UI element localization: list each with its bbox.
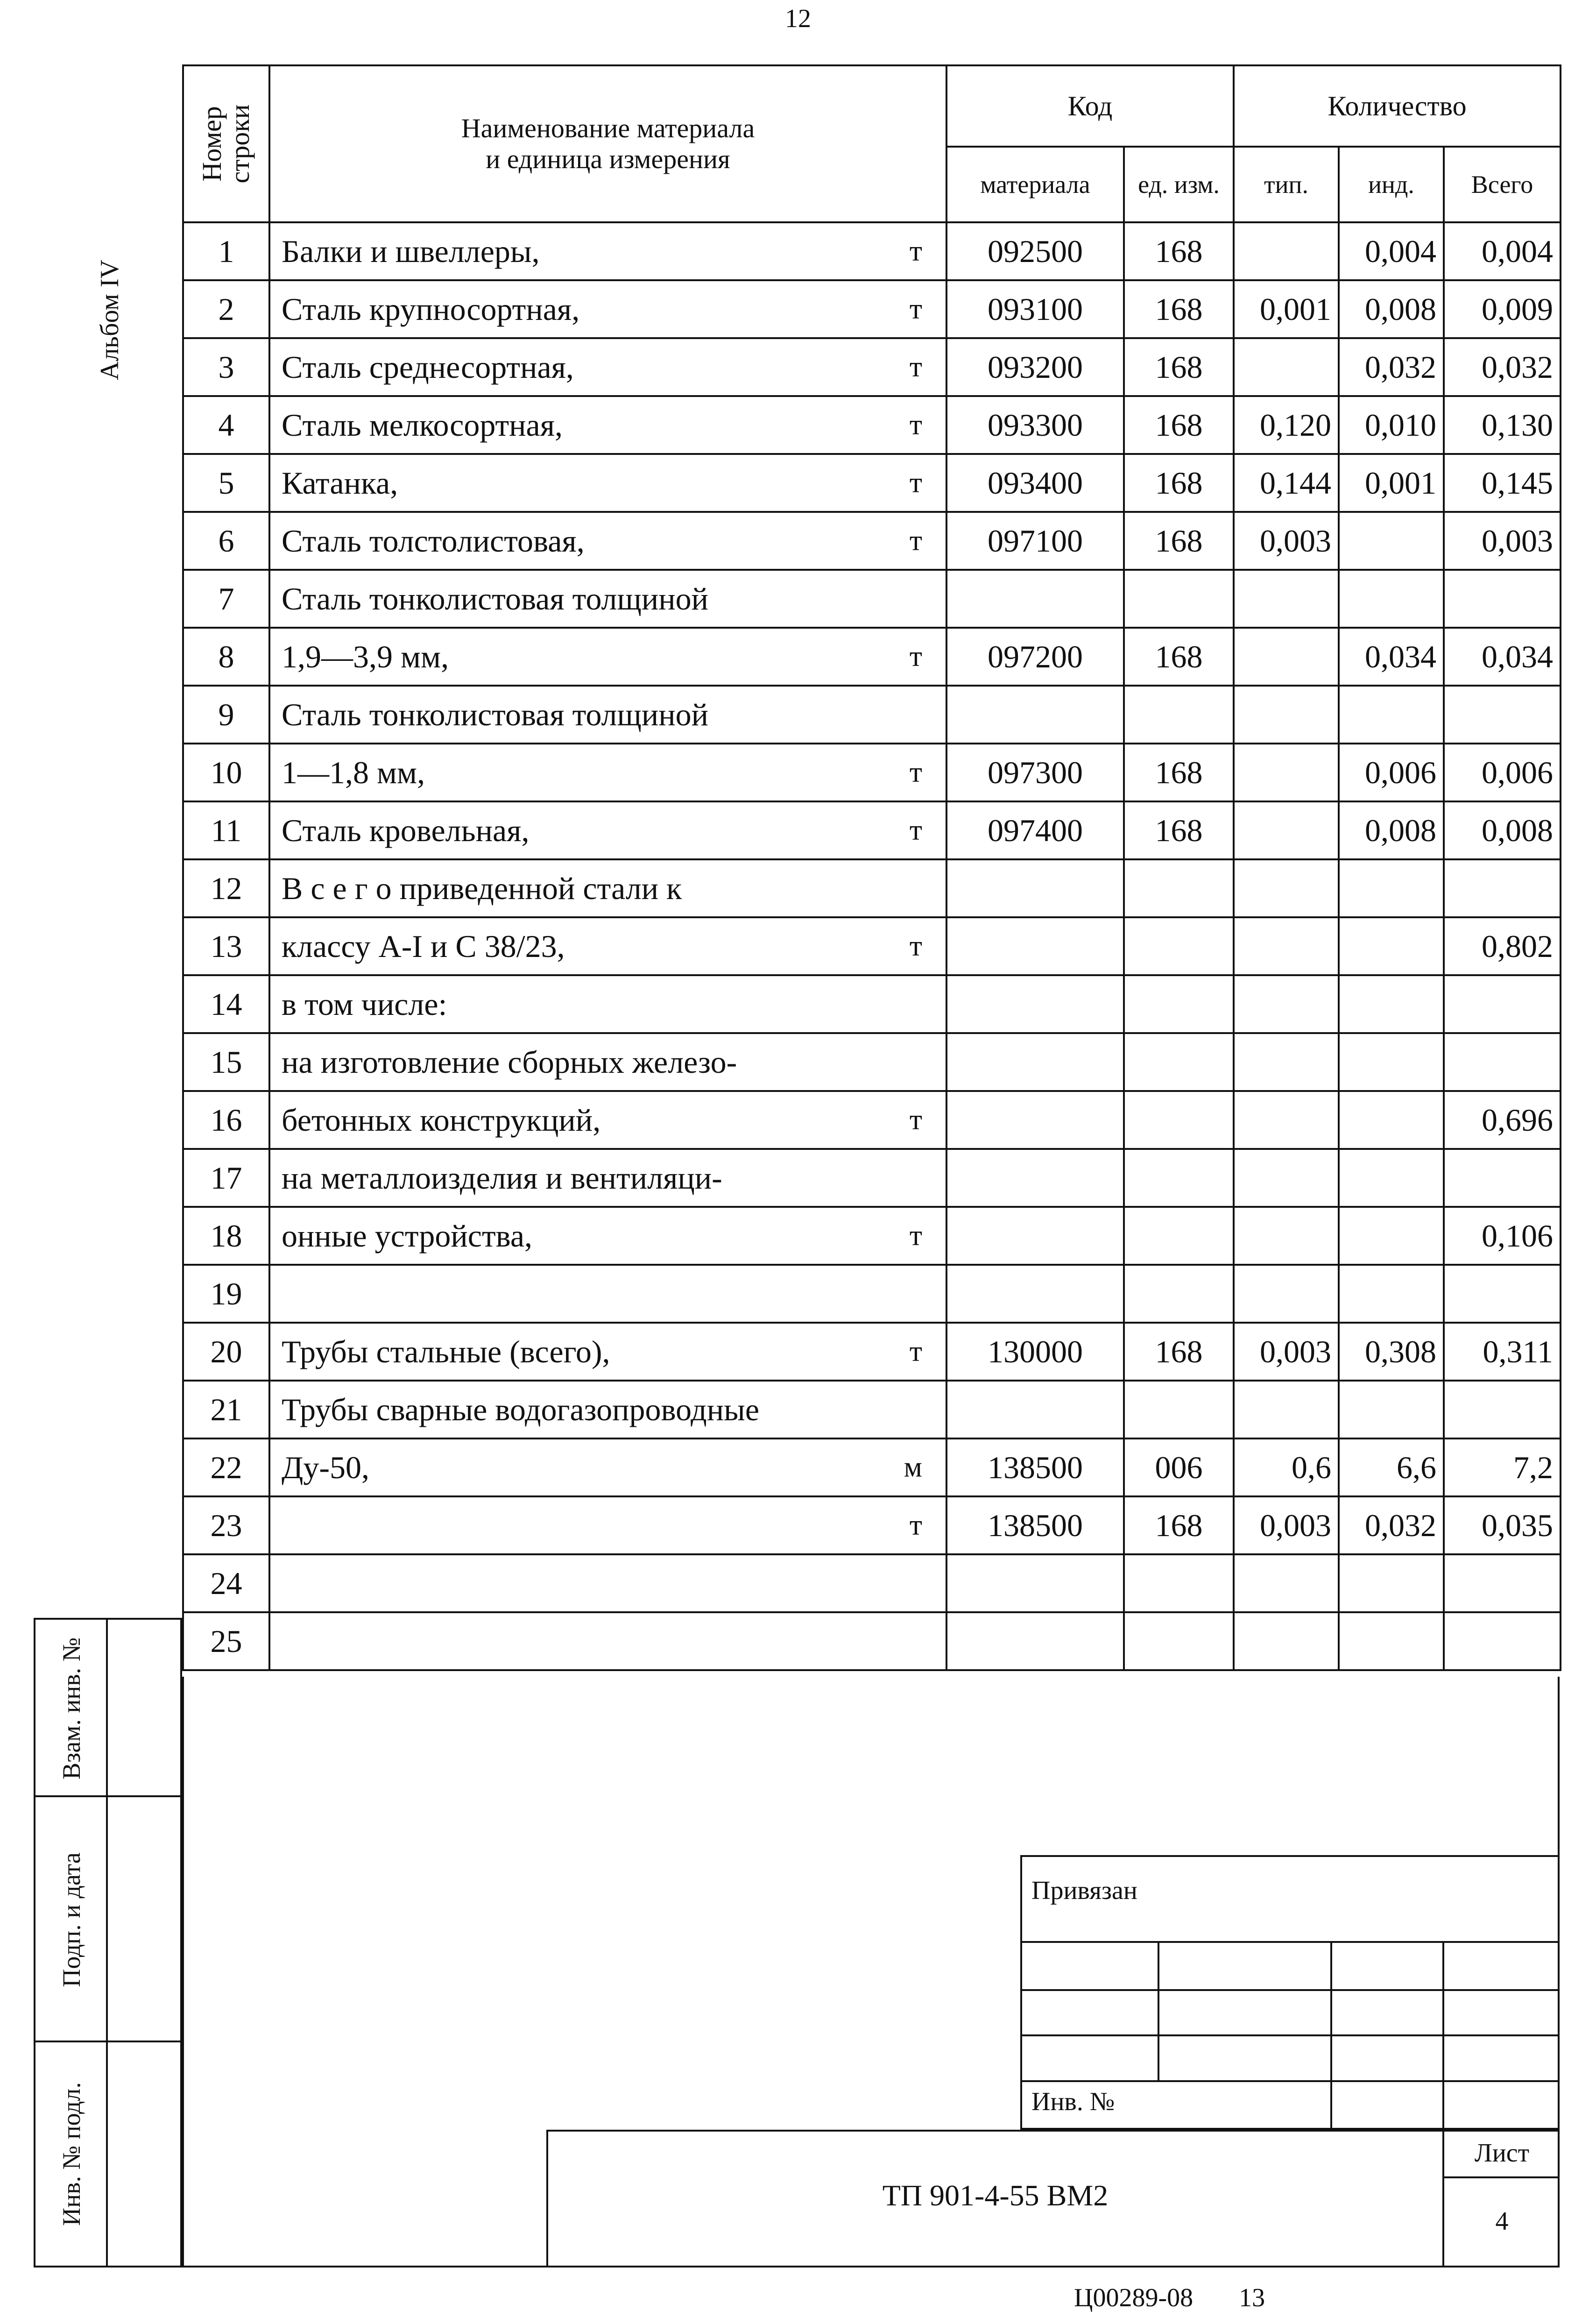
table-row: [183, 280, 1561, 338]
row-name: [269, 280, 946, 338]
side-row-inv: [35, 2042, 180, 2266]
row-material-code: [946, 1207, 1124, 1265]
row-qty-ind: 0,032: [1339, 1496, 1444, 1554]
row-number: 24: [183, 1554, 269, 1612]
row-unit: т: [909, 640, 922, 673]
row-material-code: 097400: [946, 801, 1124, 859]
table-row: [183, 1091, 1561, 1149]
row-unit: т: [909, 409, 922, 441]
row-number: 17: [183, 1149, 269, 1207]
row-qty-ind: 0,008: [1339, 280, 1444, 338]
table-row: [183, 975, 1561, 1033]
row-number: 16: [183, 1091, 269, 1149]
row-qty-typ: [1234, 686, 1339, 744]
row-name-text: 1,9—3,9 мм,: [282, 638, 449, 674]
row-qty-total: [1444, 570, 1561, 628]
row-material-code: [946, 1149, 1124, 1207]
row-unit-code: 168: [1124, 628, 1234, 686]
row-unit-code: 168: [1124, 454, 1234, 512]
row-unit-code: [1124, 1612, 1234, 1670]
row-name-text: 1—1,8 мм,: [282, 754, 425, 790]
row-name-text: Сталь толстолистовая,: [282, 523, 585, 559]
row-qty-total: 0,311: [1444, 1323, 1561, 1381]
header-qty-ind: инд.: [1339, 147, 1444, 222]
row-name: [269, 1323, 946, 1381]
row-qty-total: [1444, 1033, 1561, 1091]
row-qty-ind: 6,6: [1339, 1438, 1444, 1496]
row-qty-typ: [1234, 1381, 1339, 1438]
row-name: [269, 570, 946, 628]
row-qty-ind: 0,034: [1339, 628, 1444, 686]
row-name: [269, 917, 946, 975]
row-name: [269, 1033, 946, 1091]
side-label-vzam: Взам. инв. №: [57, 1637, 85, 1780]
row-unit-code: [1124, 1207, 1234, 1265]
sheet-number: 4: [1495, 2207, 1509, 2236]
row-name: [269, 1207, 946, 1265]
row-unit-code: 168: [1124, 1323, 1234, 1381]
row-qty-total: 0,106: [1444, 1207, 1561, 1265]
row-material-code: [946, 1091, 1124, 1149]
row-material-code: [946, 570, 1124, 628]
row-number: 8: [183, 628, 269, 686]
row-qty-total: [1444, 686, 1561, 744]
row-unit-code: [1124, 1091, 1234, 1149]
row-name-text: Сталь кровельная,: [282, 812, 530, 848]
row-material-code: [946, 1265, 1124, 1323]
row-qty-ind: [1339, 686, 1444, 744]
row-qty-total: 0,006: [1444, 744, 1561, 801]
row-unit: т: [909, 756, 922, 788]
row-name: [269, 396, 946, 454]
row-material-code: [946, 1554, 1124, 1612]
row-name: [269, 744, 946, 801]
row-qty-ind: 0,010: [1339, 396, 1444, 454]
row-number: 15: [183, 1033, 269, 1091]
materials-table: [182, 64, 1561, 1671]
row-name: [269, 1091, 946, 1149]
row-qty-ind: [1339, 512, 1444, 570]
header-qty-total: Всего: [1444, 147, 1561, 222]
row-qty-total: [1444, 1149, 1561, 1207]
row-unit-code: 168: [1124, 512, 1234, 570]
row-name-text: онные устройства,: [282, 1218, 533, 1254]
table-row: [183, 1612, 1561, 1670]
row-qty-typ: 0,6: [1234, 1438, 1339, 1496]
row-qty-typ: [1234, 1091, 1339, 1149]
row-qty-typ: [1234, 801, 1339, 859]
album-label: Альбом IV: [95, 260, 124, 380]
row-number: 1: [183, 222, 269, 280]
table-row: [183, 1381, 1561, 1438]
row-qty-total: 0,034: [1444, 628, 1561, 686]
row-name-text: Катанка,: [282, 465, 398, 501]
side-row-vzam: [35, 1620, 180, 1797]
row-material-code: 093300: [946, 396, 1124, 454]
row-number: 11: [183, 801, 269, 859]
row-material-code: 138500: [946, 1438, 1124, 1496]
title-block: [546, 2130, 1560, 2267]
row-unit: т: [909, 524, 922, 557]
row-number: 10: [183, 744, 269, 801]
row-qty-ind: [1339, 1033, 1444, 1091]
row-name: [269, 1438, 946, 1496]
row-name-text: Сталь тонколистовая толщиной: [282, 581, 709, 616]
row-qty-total: [1444, 1381, 1561, 1438]
row-unit-code: [1124, 1149, 1234, 1207]
row-name: [269, 1612, 946, 1670]
row-material-code: 092500: [946, 222, 1124, 280]
table-row: [183, 1438, 1561, 1496]
row-qty-total: [1444, 859, 1561, 917]
row-qty-total: 0,035: [1444, 1496, 1561, 1554]
row-material-code: 097300: [946, 744, 1124, 801]
row-unit-code: 168: [1124, 222, 1234, 280]
row-qty-ind: 0,008: [1339, 801, 1444, 859]
row-qty-typ: [1234, 1207, 1339, 1265]
table-row: [183, 1033, 1561, 1091]
table-row: [183, 454, 1561, 512]
row-qty-ind: 0,032: [1339, 338, 1444, 396]
row-number: 3: [183, 338, 269, 396]
table-row: [183, 1265, 1561, 1323]
row-name-text: В с е г о приведенной стали к: [282, 870, 682, 906]
row-unit-code: [1124, 1554, 1234, 1612]
row-name-text: Сталь мелкосортная,: [282, 407, 563, 443]
inv-no-label: Инв. №: [1031, 2087, 1115, 2116]
row-name: [269, 1554, 946, 1612]
sheet-label: Лист: [1474, 2139, 1530, 2168]
row-name-text: на изготовление сборных железо-: [282, 1044, 737, 1080]
table-row: [183, 1496, 1561, 1554]
row-number: 21: [183, 1381, 269, 1438]
table-row: [183, 396, 1561, 454]
row-qty-typ: [1234, 975, 1339, 1033]
row-number: 6: [183, 512, 269, 570]
row-unit: т: [909, 1219, 922, 1252]
side-row-podp: [35, 1797, 180, 2042]
row-unit-code: [1124, 859, 1234, 917]
row-material-code: 138500: [946, 1496, 1124, 1554]
row-qty-total: 0,009: [1444, 280, 1561, 338]
row-qty-total: [1444, 975, 1561, 1033]
row-name-text: Сталь среднесортная,: [282, 349, 574, 385]
binding-stamp: [1020, 1855, 1560, 2130]
table-row: [183, 628, 1561, 686]
row-qty-typ: [1234, 917, 1339, 975]
row-name: [269, 975, 946, 1033]
footer: [1074, 2282, 1317, 2314]
row-number: 25: [183, 1612, 269, 1670]
row-qty-ind: [1339, 917, 1444, 975]
row-material-code: [946, 859, 1124, 917]
row-unit-code: 168: [1124, 338, 1234, 396]
table-row: [183, 859, 1561, 917]
header-row-number: Номер строки: [183, 65, 269, 222]
row-name: [269, 454, 946, 512]
table-row: [183, 1149, 1561, 1207]
row-qty-total: 0,003: [1444, 512, 1561, 570]
header-name: Наименование материала и единица измерения: [269, 65, 946, 222]
row-qty-ind: [1339, 1612, 1444, 1670]
row-unit: т: [909, 351, 922, 383]
table-row: [183, 222, 1561, 280]
row-qty-total: [1444, 1265, 1561, 1323]
row-material-code: [946, 1033, 1124, 1091]
row-name-text: Трубы стальные (всего),: [282, 1333, 610, 1369]
row-qty-total: 0,145: [1444, 454, 1561, 512]
page-number: 12: [785, 4, 811, 33]
table-row: [183, 1323, 1561, 1381]
header-code-material: материала: [946, 147, 1124, 222]
row-name: [269, 1381, 946, 1438]
footer-code: Ц00289-08: [1074, 2283, 1193, 2312]
row-number: 12: [183, 859, 269, 917]
row-unit-code: 006: [1124, 1438, 1234, 1496]
row-qty-ind: [1339, 570, 1444, 628]
row-qty-typ: [1234, 1612, 1339, 1670]
row-name-text: Ду-50,: [282, 1449, 370, 1485]
row-qty-typ: 0,120: [1234, 396, 1339, 454]
row-qty-ind: 0,308: [1339, 1323, 1444, 1381]
row-qty-ind: [1339, 859, 1444, 917]
row-name-text: Сталь крупносортная,: [282, 291, 580, 327]
row-qty-typ: 0,003: [1234, 512, 1339, 570]
table-row: [183, 917, 1561, 975]
side-label-podp: Подп. и дата: [57, 1852, 85, 1987]
row-number: 14: [183, 975, 269, 1033]
row-qty-total: 0,696: [1444, 1091, 1561, 1149]
row-unit: т: [909, 467, 922, 499]
row-qty-typ: [1234, 1033, 1339, 1091]
footer-page: 13: [1239, 2283, 1265, 2312]
row-unit-code: [1124, 1381, 1234, 1438]
row-number: 20: [183, 1323, 269, 1381]
row-qty-total: 0,130: [1444, 396, 1561, 454]
row-number: 18: [183, 1207, 269, 1265]
row-material-code: [946, 975, 1124, 1033]
row-material-code: 130000: [946, 1323, 1124, 1381]
row-number: 4: [183, 396, 269, 454]
row-material-code: [946, 1381, 1124, 1438]
row-name: [269, 222, 946, 280]
row-name: [269, 628, 946, 686]
row-qty-total: 0,008: [1444, 801, 1561, 859]
row-qty-typ: [1234, 744, 1339, 801]
row-number: 9: [183, 686, 269, 744]
header-code-group: Код: [946, 65, 1234, 147]
row-name: [269, 686, 946, 744]
row-number: 2: [183, 280, 269, 338]
row-number: 7: [183, 570, 269, 628]
row-number: 23: [183, 1496, 269, 1554]
row-number: 19: [183, 1265, 269, 1323]
row-unit-code: [1124, 570, 1234, 628]
row-name: [269, 338, 946, 396]
row-qty-typ: [1234, 1149, 1339, 1207]
row-unit-code: 168: [1124, 1496, 1234, 1554]
header-qty-typ: тип.: [1234, 147, 1339, 222]
row-qty-total: 7,2: [1444, 1438, 1561, 1496]
row-unit-code: [1124, 975, 1234, 1033]
row-qty-ind: [1339, 1149, 1444, 1207]
row-unit: т: [909, 930, 922, 962]
row-name-text: Балки и швеллеры,: [282, 233, 540, 269]
row-qty-typ: 0,003: [1234, 1323, 1339, 1381]
table-row: [183, 1554, 1561, 1612]
row-qty-typ: 0,144: [1234, 454, 1339, 512]
row-qty-typ: [1234, 628, 1339, 686]
row-qty-ind: [1339, 975, 1444, 1033]
table-row: [183, 801, 1561, 859]
row-qty-typ: 0,001: [1234, 280, 1339, 338]
row-material-code: 093200: [946, 338, 1124, 396]
row-unit: т: [909, 1509, 922, 1541]
row-qty-typ: [1234, 222, 1339, 280]
row-qty-ind: 0,004: [1339, 222, 1444, 280]
table-row: [183, 686, 1561, 744]
row-qty-typ: [1234, 338, 1339, 396]
row-qty-typ: [1234, 859, 1339, 917]
row-name-text: Трубы сварные водогазопроводные: [282, 1391, 760, 1427]
document-code: ТП 901-4-55 ВМ2: [882, 2179, 1109, 2212]
row-unit-code: 168: [1124, 744, 1234, 801]
row-material-code: 097200: [946, 628, 1124, 686]
row-unit: т: [909, 235, 922, 267]
side-label-inv-podl: Инв. № подл.: [57, 2082, 85, 2226]
row-unit-code: [1124, 1033, 1234, 1091]
row-qty-ind: [1339, 1265, 1444, 1323]
row-number: 5: [183, 454, 269, 512]
row-unit: т: [909, 814, 922, 846]
header-code-unit: ед. изм.: [1124, 147, 1234, 222]
row-unit-code: [1124, 686, 1234, 744]
row-name: [269, 1265, 946, 1323]
row-name: [269, 512, 946, 570]
row-name-text: Сталь тонколистовая толщиной: [282, 696, 709, 732]
row-name: [269, 1496, 946, 1554]
table-row: [183, 338, 1561, 396]
table-row: [183, 744, 1561, 801]
row-unit-code: [1124, 1265, 1234, 1323]
row-qty-ind: [1339, 1207, 1444, 1265]
row-qty-ind: [1339, 1381, 1444, 1438]
row-name-text: классу А-I и С 38/23,: [282, 928, 565, 964]
row-name-text: в том числе:: [282, 986, 447, 1022]
row-name: [269, 1149, 946, 1207]
row-unit-code: 168: [1124, 801, 1234, 859]
row-qty-typ: [1234, 1265, 1339, 1323]
row-qty-typ: [1234, 570, 1339, 628]
row-qty-ind: [1339, 1554, 1444, 1612]
row-name: [269, 801, 946, 859]
row-name-text: на металлоизделия и вентиляци-: [282, 1160, 722, 1196]
row-unit-code: [1124, 917, 1234, 975]
row-qty-total: 0,802: [1444, 917, 1561, 975]
row-material-code: [946, 1612, 1124, 1670]
row-unit: т: [909, 1104, 922, 1136]
header-qty-group: Количество: [1234, 65, 1561, 147]
side-stamp: [34, 1618, 182, 2267]
row-qty-typ: 0,003: [1234, 1496, 1339, 1554]
row-material-code: 093400: [946, 454, 1124, 512]
row-qty-total: 0,032: [1444, 338, 1561, 396]
row-number: 13: [183, 917, 269, 975]
row-qty-ind: [1339, 1091, 1444, 1149]
row-number: 22: [183, 1438, 269, 1496]
row-qty-ind: 0,001: [1339, 454, 1444, 512]
row-unit-code: 168: [1124, 396, 1234, 454]
row-unit-code: 168: [1124, 280, 1234, 338]
row-material-code: 097100: [946, 512, 1124, 570]
row-qty-ind: 0,006: [1339, 744, 1444, 801]
row-unit: т: [909, 1335, 922, 1368]
row-qty-total: [1444, 1612, 1561, 1670]
row-material-code: [946, 917, 1124, 975]
table-row: [183, 512, 1561, 570]
row-unit: м: [904, 1451, 922, 1483]
privyazan-label: Привязан: [1031, 1876, 1137, 1905]
row-name-text: бетонных конструкций,: [282, 1102, 601, 1138]
row-name: [269, 859, 946, 917]
row-qty-total: 0,004: [1444, 222, 1561, 280]
row-material-code: [946, 686, 1124, 744]
row-qty-total: [1444, 1554, 1561, 1612]
row-unit: т: [909, 293, 922, 325]
row-qty-typ: [1234, 1554, 1339, 1612]
table-row: [183, 570, 1561, 628]
row-material-code: 093100: [946, 280, 1124, 338]
table-row: [183, 1207, 1561, 1265]
